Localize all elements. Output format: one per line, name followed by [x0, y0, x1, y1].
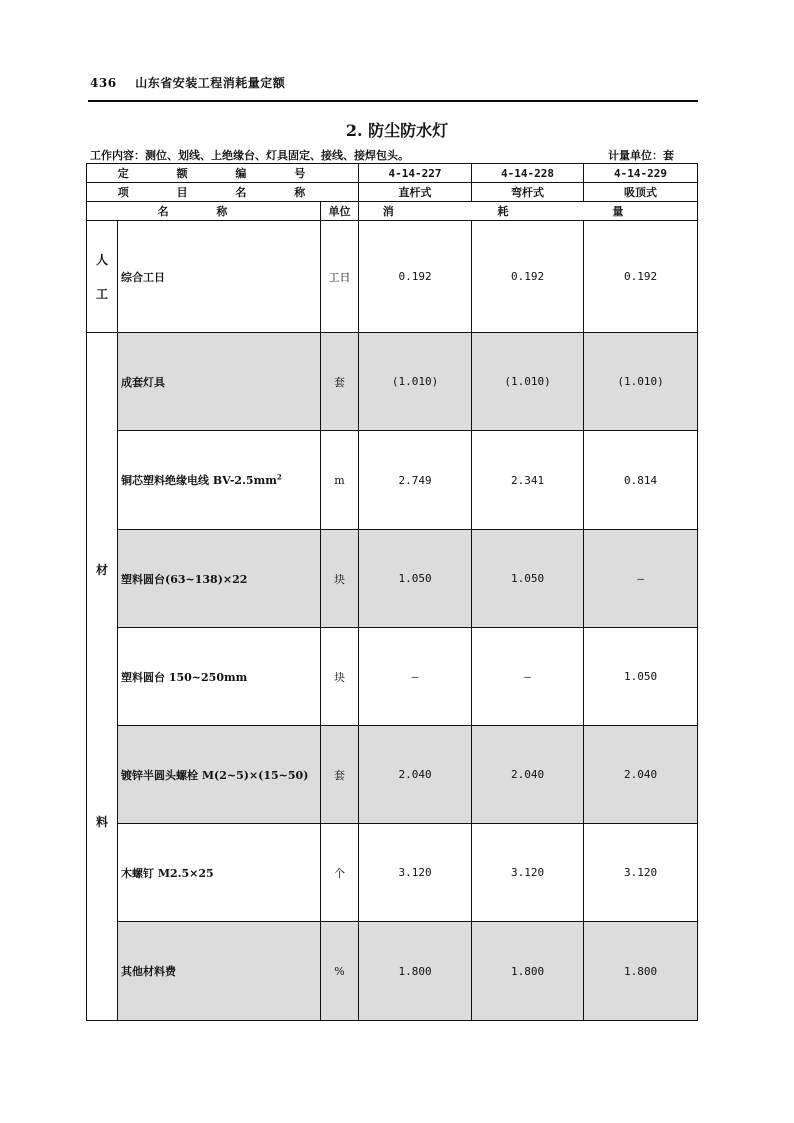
item-name-row — [87, 183, 698, 202]
superscript: 2 — [276, 472, 282, 482]
column-name: 吸顶式 — [584, 183, 698, 202]
row-value: — — [472, 628, 584, 726]
row-value: 1.800 — [472, 922, 584, 1021]
row-value: (1.010) — [359, 333, 472, 431]
row-unit: % — [321, 922, 359, 1021]
category-material: 材 料 — [87, 333, 118, 1021]
column-code: 4-14-227 — [359, 164, 472, 183]
row-unit: 工日 — [321, 221, 359, 333]
row-value: 0.192 — [584, 221, 698, 333]
table-row — [87, 333, 698, 431]
row-value: 2.341 — [472, 431, 584, 530]
work-content: 工作内容：测位、划线、上绝缘台、灯具固定、接线、接焊包头。 — [90, 149, 409, 162]
row-unit: m — [321, 431, 359, 530]
row-name: 成套灯具 — [118, 333, 321, 431]
table-row — [87, 431, 698, 530]
row-unit: 块 — [321, 530, 359, 628]
row-value: 1.050 — [584, 628, 698, 726]
header-rule — [88, 100, 698, 102]
section-title: 2. 防尘防水灯 — [345, 121, 449, 140]
table-row — [87, 530, 698, 628]
quota-code-row — [87, 164, 698, 183]
table-row — [87, 221, 698, 333]
category-labor: 人 工 — [87, 221, 118, 333]
row-value: 2.040 — [584, 726, 698, 824]
row-unit: 块 — [321, 628, 359, 726]
page-header — [90, 74, 285, 91]
row-unit: 套 — [321, 333, 359, 431]
row-value: (1.010) — [584, 333, 698, 431]
row-unit: 套 — [321, 726, 359, 824]
column-header-row — [87, 202, 698, 221]
table-row — [87, 824, 698, 922]
row-value: 2.749 — [359, 431, 472, 530]
row-value: 2.040 — [472, 726, 584, 824]
row-name: 木螺钉 M2.5×25 — [118, 824, 321, 922]
row-value: — — [359, 628, 472, 726]
row-value: 1.050 — [472, 530, 584, 628]
item-name-label: 项 目 名 称 — [87, 183, 359, 202]
measure-unit: 计量单位：套 — [608, 149, 674, 162]
row-value: — — [584, 530, 698, 628]
row-name: 塑料圆台 150~250mm — [118, 628, 321, 726]
quota-no-label: 定 额 编 号 — [87, 164, 359, 183]
row-value: 1.800 — [584, 922, 698, 1021]
row-value: 0.192 — [472, 221, 584, 333]
table-row — [87, 922, 698, 1021]
table-row — [87, 628, 698, 726]
row-value: 0.814 — [584, 431, 698, 530]
row-unit: 个 — [321, 824, 359, 922]
row-value: 3.120 — [359, 824, 472, 922]
name-label: 名 称 — [87, 202, 321, 221]
row-value: 1.050 — [359, 530, 472, 628]
row-value: (1.010) — [472, 333, 584, 431]
table-row — [87, 726, 698, 824]
row-value: 2.040 — [359, 726, 472, 824]
book-title: 山东省安装工程消耗量定额 — [135, 76, 286, 90]
row-name: 其他材料费 — [118, 922, 321, 1021]
column-name: 弯杆式 — [472, 183, 584, 202]
row-value: 3.120 — [584, 824, 698, 922]
row-name: 镀锌半圆头螺栓 M(2~5)×(15~50) — [118, 726, 321, 824]
row-name: 铜芯塑料绝缘电线 $BV-2.5mm^2$ — [118, 431, 321, 530]
column-code: 4-14-229 — [584, 164, 698, 183]
row-value: 1.800 — [359, 922, 472, 1021]
row-name: 综合工日 — [118, 221, 321, 333]
unit-label: 单位 — [321, 202, 359, 221]
row-value: 0.192 — [359, 221, 472, 333]
quota-table — [86, 163, 698, 1021]
consumption-label: 消 耗 量 — [359, 202, 698, 221]
column-code: 4-14-228 — [472, 164, 584, 183]
page-number: 436 — [90, 76, 117, 90]
column-name: 直杆式 — [359, 183, 472, 202]
row-value: 3.120 — [472, 824, 584, 922]
row-name: 塑料圆台(63~138)×22 — [118, 530, 321, 628]
